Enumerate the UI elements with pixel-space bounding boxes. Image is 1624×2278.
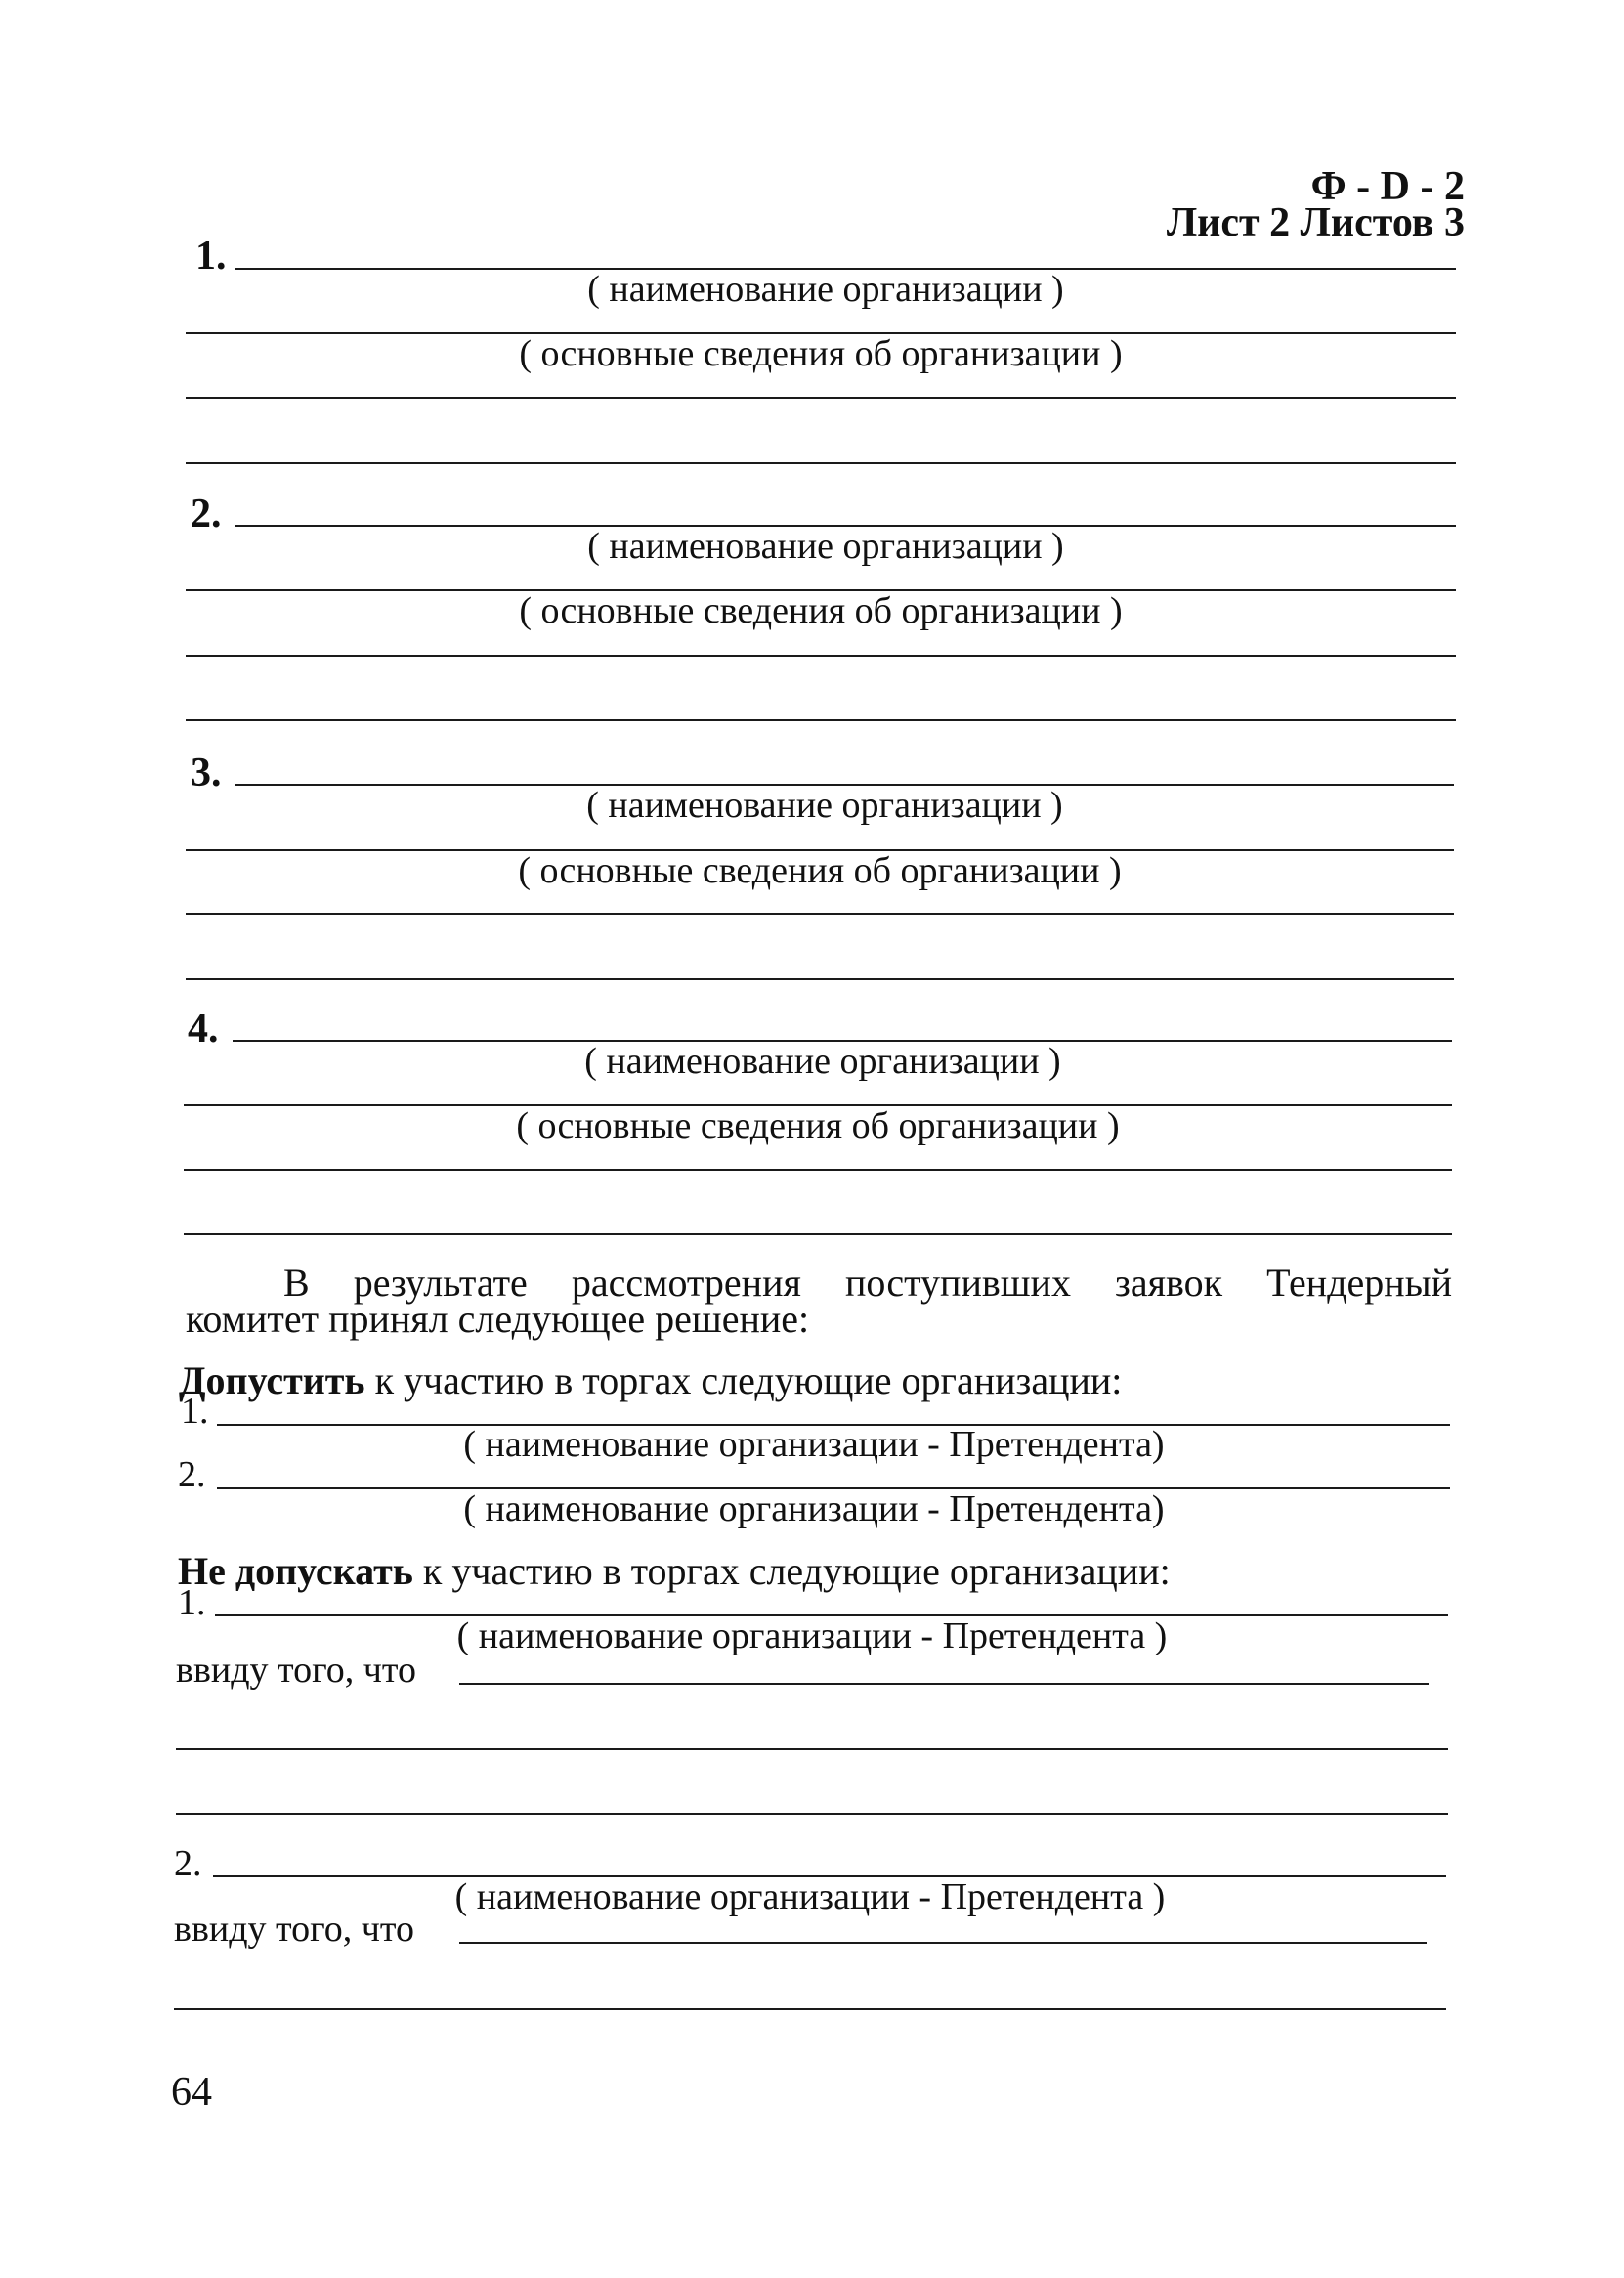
- org-1-blank-line[interactable]: [186, 462, 1456, 464]
- org-3-blank-line[interactable]: [186, 913, 1454, 915]
- org-2-blank-line[interactable]: [186, 719, 1456, 721]
- org-1-info-caption: ( основные сведения об организации ): [519, 333, 1123, 374]
- org-4-number: 4.: [188, 1007, 219, 1052]
- reject-item-2-caption: ( наименование организации - Претендента ): [454, 1876, 1166, 1917]
- admit-item-2-number: 2.: [178, 1454, 206, 1495]
- form-code: Ф - D - 2: [1310, 164, 1465, 209]
- reject-item-1-reason-line[interactable]: [459, 1683, 1429, 1685]
- admit-heading-rest: к участию в торгах следующие организации:: [364, 1358, 1123, 1402]
- reject-item-2-number: 2.: [174, 1843, 202, 1884]
- admit-item-1-number: 1.: [181, 1391, 209, 1432]
- reject-item-2-reason-line[interactable]: [459, 1942, 1427, 1944]
- decision-line-1: В результате рассмотрения поступивших заявок Тендерный: [283, 1261, 1452, 1305]
- org-1-name-caption: ( наименование организации ): [587, 269, 1064, 310]
- reject-heading-rest: к участию в торгах следующие организации:: [412, 1549, 1171, 1593]
- decision-line-2: комитет принял следующее решение:: [186, 1297, 810, 1341]
- org-2-blank-line[interactable]: [186, 655, 1456, 657]
- reject-item-1-caption: ( наименование организации - Претендента ): [456, 1615, 1168, 1656]
- reject-item-2-reason-label: ввиду того, что: [174, 1909, 415, 1950]
- reject-item-1-number: 1.: [178, 1582, 206, 1623]
- org-1-number: 1.: [195, 234, 227, 279]
- org-2-info-caption: ( основные сведения об организации ): [519, 590, 1123, 631]
- reject-heading-bold: Не допускать: [178, 1549, 413, 1593]
- org-3-number: 3.: [191, 751, 222, 795]
- reject-item-1-blank-line[interactable]: [176, 1813, 1448, 1815]
- reject-heading: [178, 1549, 1171, 1593]
- admit-item-2-caption: ( наименование организации - Претендента): [463, 1488, 1165, 1529]
- admit-heading-bold: Допустить: [179, 1358, 365, 1402]
- org-2-number: 2.: [191, 492, 222, 537]
- page-number: 64: [171, 2070, 212, 2115]
- reject-item-2-blank-line[interactable]: [174, 2008, 1446, 2010]
- reject-item-1-blank-line[interactable]: [176, 1748, 1448, 1750]
- admit-heading: [179, 1358, 1123, 1402]
- sheet-info: Лист 2 Листов 3: [1166, 200, 1465, 245]
- org-3-info-caption: ( основные сведения об организации ): [518, 850, 1122, 891]
- org-4-info-caption: ( основные сведения об организации ): [516, 1105, 1120, 1146]
- org-4-blank-line[interactable]: [184, 1169, 1452, 1171]
- reject-item-1-reason-label: ввиду того, что: [176, 1650, 417, 1691]
- org-3-blank-line[interactable]: [186, 978, 1454, 980]
- admit-item-1-caption: ( наименование организации - Претендента): [463, 1424, 1165, 1465]
- org-3-name-caption: ( наименование организации ): [586, 785, 1063, 826]
- org-4-name-caption: ( наименование организации ): [584, 1041, 1061, 1082]
- org-4-blank-line[interactable]: [184, 1233, 1452, 1235]
- org-2-name-caption: ( наименование организации ): [587, 526, 1064, 567]
- org-1-blank-line[interactable]: [186, 397, 1456, 399]
